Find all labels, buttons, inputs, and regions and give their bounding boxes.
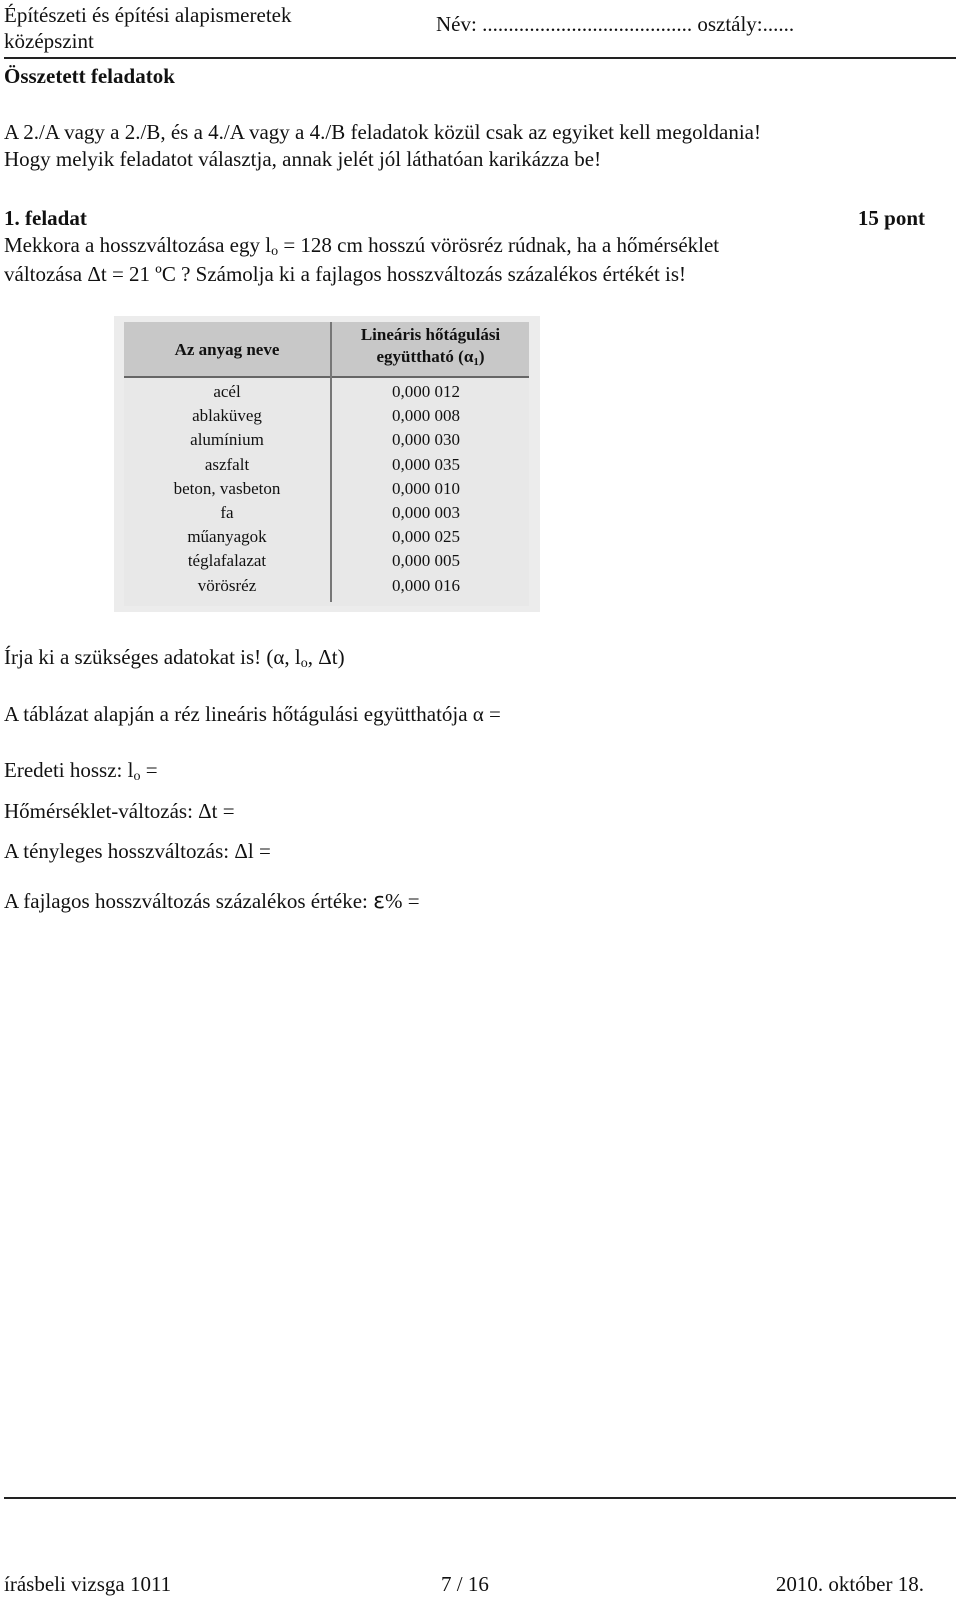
subject-level: középszint (4, 29, 94, 53)
question-line-2: változása Δt = 21 ºC ? Számolja ki a fajlagos hosszváltozás százalékos értékét is! (4, 262, 687, 286)
col-header-coefficient-line1: Lineáris hőtágulási (360, 325, 501, 344)
instruction-line-1: A 2./A vagy a 2./B, és a 4./A vagy a 4./B feladatok közül csak az egyiket kell megoldania! (4, 120, 761, 144)
table-cell-coefficient: 0,000 003 (392, 503, 460, 522)
col-header-coefficient-line2: együttható $(\alpha_1)$ (376, 347, 485, 368)
table-cell-coefficient: 0,000 008 (392, 406, 460, 426)
table-cell-coefficient: 0,000 012 (392, 382, 460, 401)
table-cell-material: vörösréz (197, 575, 257, 595)
table-cell-material: acél (213, 382, 241, 401)
table-cell-coefficient: 0,000 030 (392, 430, 460, 450)
task-title: 1. feladat (4, 206, 87, 230)
temperature-prompt: Hőmérséklet-változás: Δt = (4, 799, 235, 823)
table-cell-material: téglafalazat (187, 551, 267, 571)
alpha-prompt: A táblázat alapján a réz lineáris hőtágulási együtthatója α = (4, 702, 501, 726)
name-class-field: Név: ........................................ osztály:...... (436, 12, 795, 36)
expansion-coefficient-table (114, 316, 540, 612)
table-cell-coefficient: 0,000 016 (392, 575, 460, 595)
question-line-1: Mekkora a hosszváltozása egy $l_o = 128$ cm hosszú vörösréz rúdnak, ha a hőmérséklet (4, 233, 720, 259)
table-cell-coefficient: 0,000 025 (392, 527, 460, 547)
subject-title: Építészeti és építési alapismeretek (4, 3, 292, 27)
table-cell-coefficient: 0,000 010 (392, 478, 460, 498)
table-cell-coefficient: 0,000 005 (392, 551, 460, 571)
table-cell-material: ablaküveg (192, 406, 262, 426)
table-cell-material: műanyagok (187, 527, 267, 547)
instruction-line-2: Hogy melyik feladatot választja, annak jelét jól láthatóan karikázza be! (4, 147, 602, 171)
footer-page: 7 / 16 (441, 1572, 489, 1596)
table-cell-material: beton, vasbeton (173, 478, 281, 498)
col-header-material: Az anyag neve (174, 340, 280, 359)
footer-rule (4, 1497, 956, 1499)
data-prompt: Írja ki a szükséges adatokat is! (α, $l_o$, Δt) (4, 645, 345, 671)
epsilon-prompt: A fajlagos hosszváltozás százalékos értéke: ε% = (4, 889, 420, 914)
table-cell-coefficient: 0,000 035 (392, 454, 460, 474)
length-prompt: Eredeti hossz: $l_o$ = (4, 758, 158, 784)
table-cell-material: alumínium (190, 430, 264, 450)
section-title: Összetett feladatok (4, 64, 175, 88)
delta-l-prompt: A tényleges hosszváltozás: Δl = (4, 839, 271, 863)
footer-exam: írásbeli vizsga 1011 (4, 1572, 172, 1596)
table-cell-material: fa (220, 503, 234, 522)
footer-date: 2010. október 18. (775, 1572, 924, 1596)
epsilon-symbol: ε (373, 889, 386, 914)
table-cell-material: aszfalt (204, 454, 250, 474)
header-rule (4, 57, 956, 59)
task-points: 15 pont (857, 206, 925, 230)
